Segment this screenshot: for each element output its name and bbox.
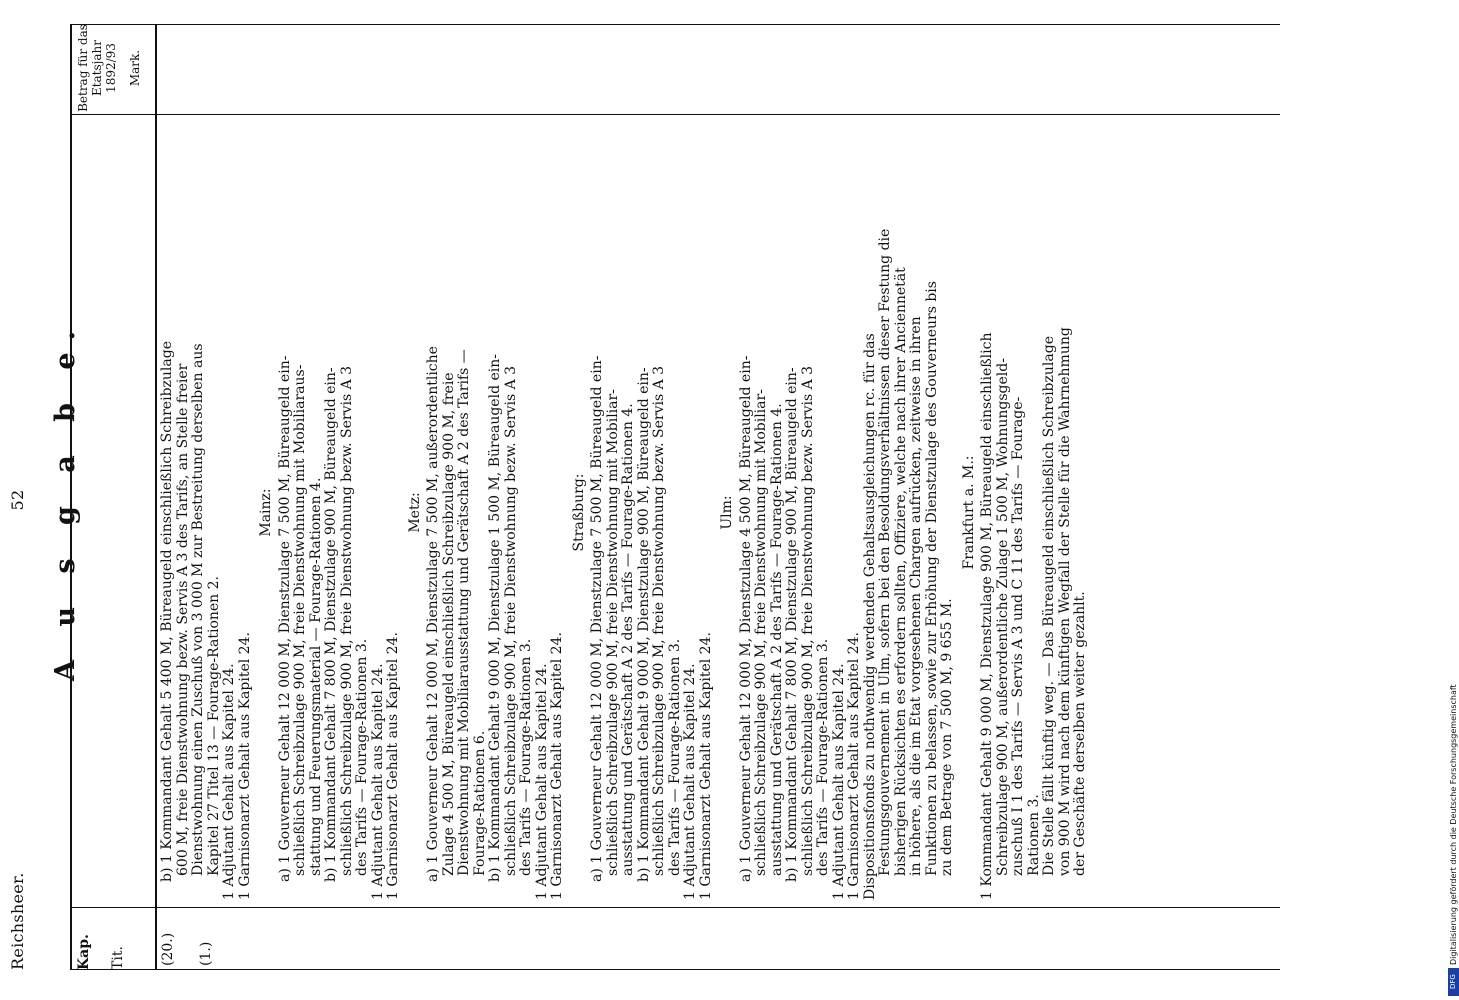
text-line: des Tarifs — Fourage-Rationen 3. [354,638,370,876]
text-line: a) 1 Gouverneur Gehalt 12 000 M, Dienstzulage 7 500 M, außerordentliche [425,346,441,882]
text-line: ausstattung und Gerätschaft A 2 des Tarifs — Fourage-Rationen 4. [768,403,785,876]
text-line: der Geschäfte derselben weiter gezahlt. [1072,591,1088,876]
text-line: b) 1 Kommandant Gehalt 7 800 M, Dienstzulage 900 M, Büreaugeld ein- [784,367,800,882]
document-body [160,125,1089,900]
text-line: 1 Adjutant Gehalt aus Kapitel 24. [369,663,386,900]
place-heading: Mainz: [258,488,274,537]
text-line: b) 1 Kommandant Gehalt 5 400 M, Büreaugeld einschließlich Schreibzulage [159,341,175,882]
page-number: 52 [8,489,27,511]
text-line: Dienstwohnung mit Mobiliarausstattung und Gerätschaft A 2 des Tarifs — [456,349,472,876]
text-line: Dienstwohnung einen Zuschuß von 3 000 M zur Bestreitung derselben aus [190,343,206,876]
text-line: schließlich Schreibzulage 900 M, freie Dienstwohnung mit Mobiliar- [753,389,769,876]
amount-header-label: Betrag für das Etatsjahr 1892/93 [76,24,118,112]
column-header-amount [76,23,142,113]
column-divider [70,907,1280,908]
text-line: schließlich Schreibzulage 900 M, freie Dienstwohnung bezw. Servis A 3 [651,365,667,876]
amount-unit: Mark. [128,49,142,87]
text-line: Schreibzulage 900 M, außerordentliche Zulage 1 500 M, Wohnungsgeld- [994,358,1011,876]
text-line: zu dem Betrage von 7 500 M, 9 655 M. [939,598,955,876]
text-line: Funktionen zu belassen, sowie zur Erhöhung der Dienstzulage des Gouverneurs bis [923,281,940,876]
text-line: Die Stelle fällt künftig weg. — Das Büreaugeld einschließlich Schreibzulage [1041,336,1057,876]
text-line: schließlich Schreibzulage 900 M, freie Dienstwohnung bezw. Servis A 3 [338,365,355,876]
text-line: 600 M, freie Dienstwohnung bezw. Servis A 3 des Tarifs, an Stelle freier [174,363,191,876]
text-line: Kapitel 27 Titel 13 — Fourage-Rationen 2. [205,576,222,876]
text-line: in höhere, als die im Etat vorgesehenen Chargen aufrücken, zeitweise in ihren [908,316,924,876]
dfg-logo: DFG [1448,968,1459,996]
table-border-right [70,24,1280,25]
text-line: 1 Kommandant Gehalt 9 000 M, Dienstzulage 900 M, Büreaugeld einschließlich [979,332,995,900]
text-line: a) 1 Gouverneur Gehalt 12 000 M, Dienstzulage 4 500 M, Büreaugeld ein- [737,355,754,882]
column-header-kap: Kap. [76,934,92,970]
text-line: a) 1 Gouverneur Gehalt 12 000 M, Dienstzulage 7 500 M, Büreaugeld ein- [589,355,605,882]
text-line: 1 Garnisonarzt Gehalt aus Kapitel 24. [697,632,714,900]
text-line: 1 Adjutant Gehalt aus Kapitel 24. [682,663,698,900]
header-rule [155,25,157,970]
column-header-tit: Tit. [110,946,126,970]
running-header: Reichsheer. [8,872,27,970]
digitization-note: Digitalisierung gefördert durch die Deutsche Forschungsgemeinschaft [1449,684,1458,965]
place-heading: Frankfurt a. M.: [960,455,977,570]
text-line: von 900 M wird nach dem künftigen Wegfall der Stelle für die Wahrnehmung [1056,327,1073,876]
text-line: 1 Garnisonarzt Gehalt aus Kapitel 24. [385,632,401,900]
table-border-left [70,969,1280,970]
text-line: b) 1 Kommandant Gehalt 9 000 M, Dienstzulage 900 M, Büreaugeld ein- [635,367,652,882]
text-line: des Tarifs — Fourage-Rationen 3. [815,638,831,876]
text-line: b) 1 Kommandant Gehalt 9 000 M, Dienstzulage 1 500 M, Büreaugeld ein- [487,354,503,882]
text-line: bisherigen Rücksichten es erfordern sollten, Offiziere, welche nach ihrer Anciennetät [892,267,909,876]
row-kap-number: (20.) [160,932,176,966]
place-heading: Metz: [406,492,423,533]
text-line: b) 1 Kommandant Gehalt 7 800 M, Dienstzulage 900 M, Büreaugeld ein- [323,367,339,882]
section-title: A u s g a b e. [50,319,81,682]
text-line: 1 Garnisonarzt Gehalt aus Kapitel 24. [549,632,565,900]
text-line: schließlich Schreibzulage 900 M, freie Dienstwohnung mit Mobiliaraus- [292,364,308,876]
column-divider [70,114,1280,115]
row-tit-number: (1.) [198,941,214,966]
place-heading: Ulm: [719,495,735,530]
text-line: Festungsgouvernement in Ulm, sofern bei den Besoldungsverhältnissen dieser Festung die [877,228,893,876]
text-line: ausstattung und Gerätschaft A 2 des Tarifs — Fourage-Rationen 4. [620,403,636,876]
text-line: Zulage 4 500 M, Büreaugeld einschließlich Schreibzulage 900 M, freie [440,372,457,876]
text-line: stattung und Feuerungsmaterial — Fourage-Rationen 4. [307,477,324,876]
text-line: 1 Adjutant Gehalt aus Kapitel 24. [533,663,550,900]
text-line: schließlich Schreibzulage 900 M, freie Dienstwohnung bezw. Servis A 3 [502,365,519,876]
text-line: Rationen 3. [1025,794,1042,876]
text-line: des Tarifs — Fourage-Rationen 3. [666,638,683,876]
text-line: des Tarifs — Fourage-Rationen 3. [518,638,534,876]
text-line: Dispositionsfonds zu nothwendig werdenden Gehaltsausgleichungen rc. für das [861,333,878,900]
text-line: schließlich Schreibzulage 900 M, freie Dienstwohnung bezw. Servis A 3 [799,365,816,876]
text-line: 1 Garnisonarzt Gehalt aus Kapitel 24. [846,632,862,900]
text-line: schließlich Schreibzulage 900 M, freie Dienstwohnung mit Mobiliar- [604,389,621,876]
text-line: 1 Garnisonarzt Gehalt aus Kapitel 24. [236,632,253,900]
text-line: 1 Adjutant Gehalt aus Kapitel 24. [221,663,237,900]
text-line: 1 Adjutant Gehalt aus Kapitel 24. [830,663,847,900]
place-heading: Straßburg: [570,473,587,552]
text-line: zuschuß I 1 des Tarifs — Servis A 3 und C 11 des Tarifs — Fourage- [1010,396,1026,876]
text-line: Fourage-Rationen 6. [471,730,488,876]
text-line: a) 1 Gouverneur Gehalt 12 000 M, Dienstzulage 7 500 M, Büreaugeld ein- [276,355,293,882]
